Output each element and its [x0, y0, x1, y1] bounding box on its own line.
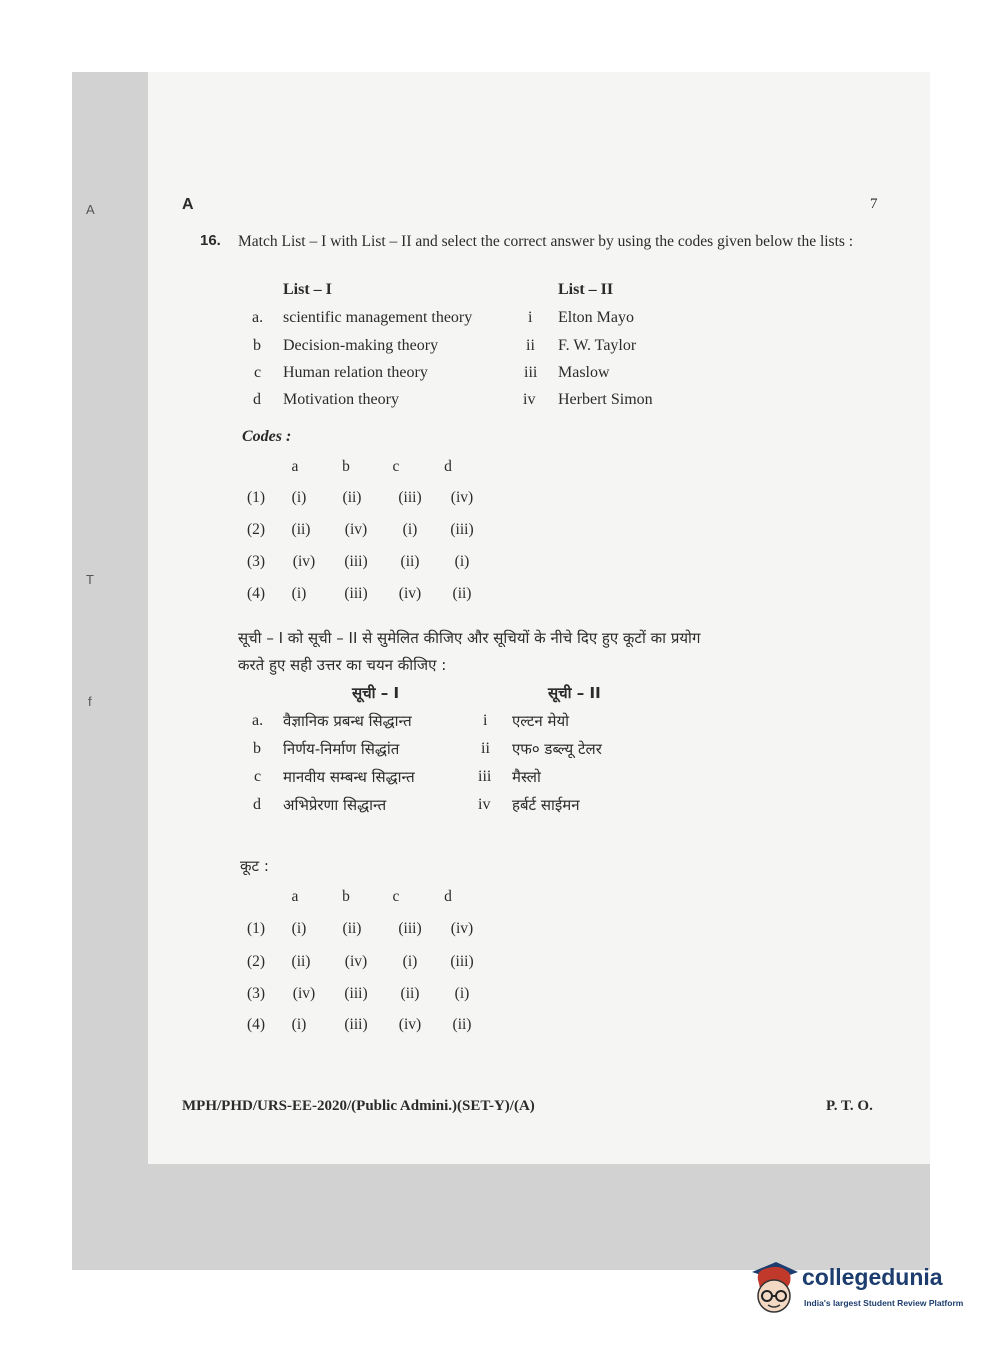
row-item: Motivation theory — [283, 391, 399, 408]
code-header: d — [444, 458, 452, 475]
paper-code: MPH/PHD/URS-EE-2020/(Public Admini.)(SET-Y)/(A) — [182, 1098, 535, 1114]
row-numeral: ii — [526, 337, 535, 354]
brand-tagline: India's largest Student Review Platform — [804, 1298, 964, 1308]
option-label: (4) — [246, 1016, 266, 1033]
row-item: मानवीय सम्बन्ध सिद्धान्त — [283, 768, 415, 786]
row-letter: d — [253, 391, 261, 408]
row-letter: b — [253, 740, 261, 757]
row-numeral: iii — [524, 364, 538, 381]
option-value: (ii) — [400, 985, 420, 1002]
option-value: (iii) — [450, 953, 474, 970]
row-item: अभिप्रेरणा सिद्धान्त — [283, 796, 387, 814]
option-value: (iii) — [344, 1016, 368, 1033]
option-label: (2) — [246, 953, 266, 970]
option-label: (3) — [246, 985, 266, 1002]
option-label: (3) — [246, 553, 266, 570]
row-numeral: i — [483, 712, 488, 729]
option-value: (iii) — [398, 920, 422, 937]
option-label: (2) — [246, 521, 266, 538]
list1-header-hindi: सूची – I — [352, 684, 400, 702]
row-letter: b — [253, 337, 261, 354]
code-header: a — [291, 888, 299, 905]
option-value: (ii) — [400, 553, 420, 570]
row-item: Human relation theory — [283, 364, 428, 381]
row-match: Maslow — [558, 364, 610, 381]
row-match: Herbert Simon — [558, 391, 653, 408]
option-value: (ii) — [452, 585, 472, 602]
code-header: d — [444, 888, 452, 905]
code-header: c — [392, 458, 400, 475]
row-numeral: i — [528, 309, 533, 326]
row-numeral: iv — [523, 391, 536, 408]
list2-header-hindi: सूची – II — [548, 684, 601, 702]
row-item: scientific management theory — [283, 309, 473, 326]
row-match: F. W. Taylor — [558, 337, 637, 354]
row-match: मैस्लो — [512, 768, 541, 786]
codes-label-hindi: कूट : — [240, 857, 269, 875]
option-value: (i) — [402, 521, 418, 538]
option-value: (iv) — [292, 985, 316, 1002]
option-value: (i) — [291, 489, 307, 506]
code-header: c — [392, 888, 400, 905]
option-value: (ii) — [342, 489, 362, 506]
row-letter: c — [254, 364, 262, 381]
set-letter: A — [182, 196, 194, 213]
option-value: (iii) — [344, 585, 368, 602]
option-value: (iii) — [344, 985, 368, 1002]
brand-name: collegedunia — [802, 1264, 943, 1290]
row-letter: a. — [252, 309, 264, 326]
option-value: (ii) — [452, 1016, 472, 1033]
row-match: एफ० डब्ल्यू टेलर — [512, 740, 602, 758]
option-value: (iv) — [292, 553, 316, 570]
pto-label: P. T. O. — [826, 1098, 873, 1114]
row-match: हर्बर्ट साईमन — [512, 796, 580, 814]
edge-mark: T — [86, 572, 94, 587]
row-numeral: iv — [478, 796, 491, 813]
option-label: (1) — [246, 489, 266, 506]
option-value: (iv) — [450, 489, 474, 506]
option-value: (i) — [291, 920, 307, 937]
option-value: (iv) — [344, 521, 368, 538]
option-label: (4) — [246, 585, 266, 602]
list1-header: List – I — [283, 281, 332, 298]
option-value: (i) — [454, 985, 470, 1002]
option-value: (iii) — [450, 521, 474, 538]
row-numeral: iii — [478, 768, 492, 785]
option-value: (i) — [454, 553, 470, 570]
row-letter: a. — [252, 712, 264, 729]
option-value: (iv) — [398, 585, 422, 602]
edge-mark: f — [88, 694, 92, 709]
option-value: (ii) — [291, 521, 311, 538]
option-value: (i) — [291, 1016, 307, 1033]
page-number: 7 — [870, 196, 878, 212]
collegedunia-logo — [746, 1258, 976, 1320]
option-value: (i) — [291, 585, 307, 602]
option-value: (i) — [402, 953, 418, 970]
row-letter: c — [254, 768, 262, 785]
question-text-hindi-line1: सूची – I को सूची – II से सुमेलित कीजिए और सूचियों के नीचे दिए हुए कूटों का प्रयोग — [238, 629, 701, 647]
option-value: (iv) — [450, 920, 474, 937]
row-match: एल्टन मेयो — [512, 712, 570, 730]
row-match: Elton Mayo — [558, 309, 634, 326]
row-item: निर्णय-निर्माण सिद्धांत — [283, 740, 400, 758]
code-header: b — [342, 458, 350, 475]
option-value: (iv) — [398, 1016, 422, 1033]
option-value: (iii) — [398, 489, 422, 506]
option-label: (1) — [246, 920, 266, 937]
code-header: a — [291, 458, 299, 475]
code-header: b — [342, 888, 350, 905]
row-item: Decision-making theory — [283, 337, 439, 354]
row-item: वैज्ञानिक प्रबन्ध सिद्धान्त — [283, 712, 412, 730]
mascot-icon — [746, 1258, 802, 1320]
row-numeral: ii — [481, 740, 490, 757]
row-letter: d — [253, 796, 261, 813]
question-text: Match List – I with List – II and select the correct answer by using the codes given below the lists : — [238, 233, 854, 250]
option-value: (iii) — [344, 553, 368, 570]
codes-label: Codes : — [242, 428, 292, 445]
edge-mark: A — [86, 202, 95, 217]
option-value: (ii) — [291, 953, 311, 970]
option-value: (ii) — [342, 920, 362, 937]
question-number: 16. — [200, 232, 221, 249]
option-value: (iv) — [344, 953, 368, 970]
list2-header: List – II — [558, 281, 614, 298]
question-text-hindi-line2: करते हुए सही उत्तर का चयन कीजिए : — [238, 656, 447, 674]
